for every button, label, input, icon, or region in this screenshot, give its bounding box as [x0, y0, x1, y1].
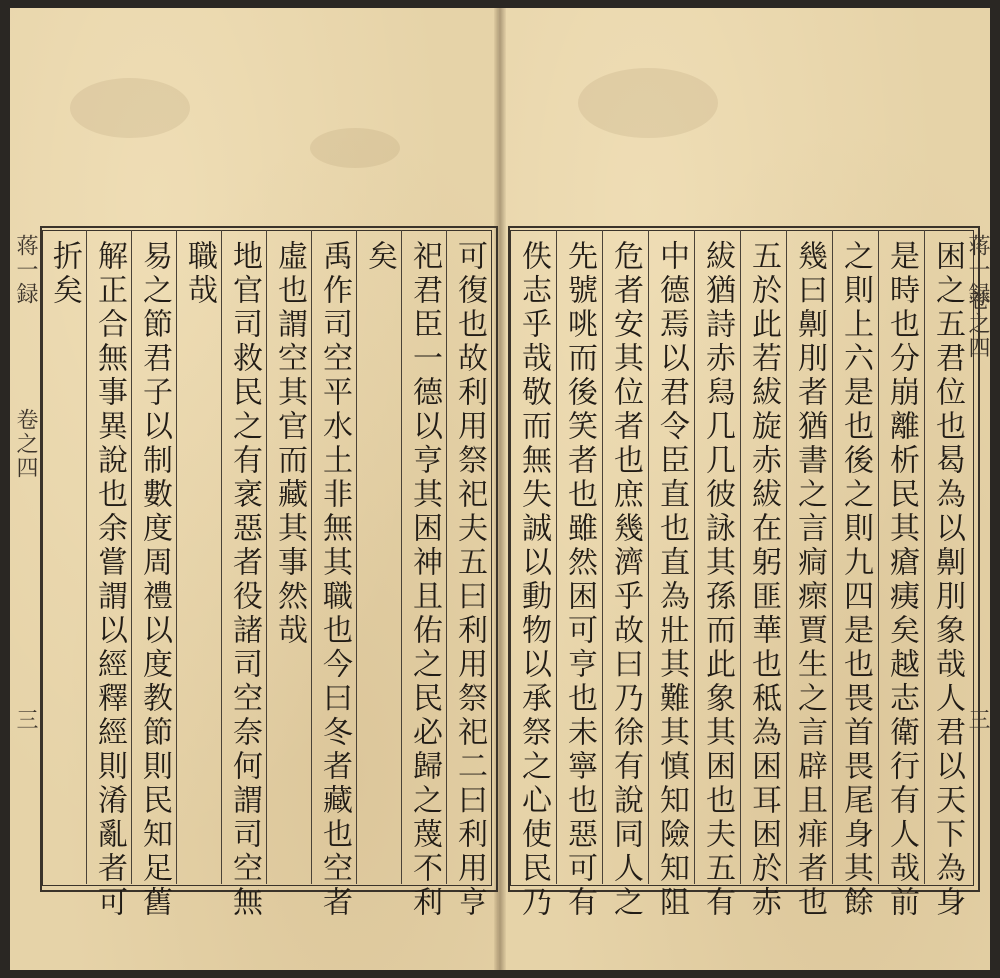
text-column: 祀君臣一德以亨其困神且佑之民必歸之蔑不利 [407, 240, 442, 920]
column-rule [356, 230, 357, 884]
text-column: 可復也故利用祭祀夫五曰利用祭祀二曰利用亨 [452, 240, 487, 920]
paper-stain [578, 68, 718, 138]
text-column: 先號咷而後笑者也雖然困可亨也未寧也惡可有 [562, 240, 597, 920]
column-rule [878, 230, 879, 884]
column-rule [648, 230, 649, 884]
text-column: 幾曰劓刖者猶書之言痌瘝賈生之言辟且痱者也 [792, 240, 827, 920]
column-rule [221, 230, 222, 884]
column-rule [176, 230, 177, 884]
column-rule [131, 230, 132, 884]
text-column: 矣 [362, 240, 397, 274]
column-rule [786, 230, 787, 884]
text-column: 危者安其位者也庶幾濟乎故曰乃徐有說同人之 [608, 240, 643, 920]
right-margin-volume: 卷之四 [965, 288, 990, 360]
text-column: 困之五君位也曷為以劓刖象哉人君以天下為身 [930, 240, 965, 920]
text-column: 虛也謂空其官而藏其事然哉 [272, 240, 307, 648]
column-rule [832, 230, 833, 884]
left-margin-folio: 三 [13, 708, 38, 732]
text-column: 五於此若紱旋赤紱在躬匪華也秪為困耳困於赤 [746, 240, 781, 920]
column-rule [924, 230, 925, 884]
text-column: 禹作司空平水土非無其職也今曰冬者藏也空者 [317, 240, 352, 920]
text-column: 佚志乎哉敬而無失誠以動物以承祭之心使民乃 [516, 240, 551, 920]
left-margin-volume: 卷之四 [13, 408, 38, 480]
text-column: 易之節君子以制數度周禮以度教節則民知足舊 [137, 240, 172, 920]
column-rule [694, 230, 695, 884]
column-rule [266, 230, 267, 884]
text-column: 職哉 [182, 240, 217, 308]
text-column: 中德焉以君令臣直也直為壯其難其慎知險知阻 [654, 240, 689, 920]
column-rule [556, 230, 557, 884]
text-column: 地官司救民之有衺惡者役諸司空奈何謂司空無 [227, 240, 262, 920]
paper-stain [310, 128, 400, 168]
text-column: 是時也分崩離析民其瘡痍矣越志衛行有人哉前 [884, 240, 919, 920]
text-column: 折矣 [47, 240, 82, 308]
text-column: 之則上六是也後之則九四是也畏首畏尾身其餘 [838, 240, 873, 920]
column-rule [446, 230, 447, 884]
column-rule [740, 230, 741, 884]
text-column: 紱猶詩赤舄几几彼詠其孫而此象其困也夫五有 [700, 240, 735, 920]
text-column: 解正合無事異說也余嘗謂以經釋經則淆亂者可 [92, 240, 127, 920]
book-spread [10, 8, 990, 970]
right-margin-title: 蒋一録 [965, 234, 990, 306]
right-margin-folio: 三 [965, 708, 990, 732]
paper-stain [70, 78, 190, 138]
left-margin-title: 蒋一録 [13, 234, 38, 306]
column-rule [602, 230, 603, 884]
column-rule [86, 230, 87, 884]
column-rule [311, 230, 312, 884]
column-rule [401, 230, 402, 884]
